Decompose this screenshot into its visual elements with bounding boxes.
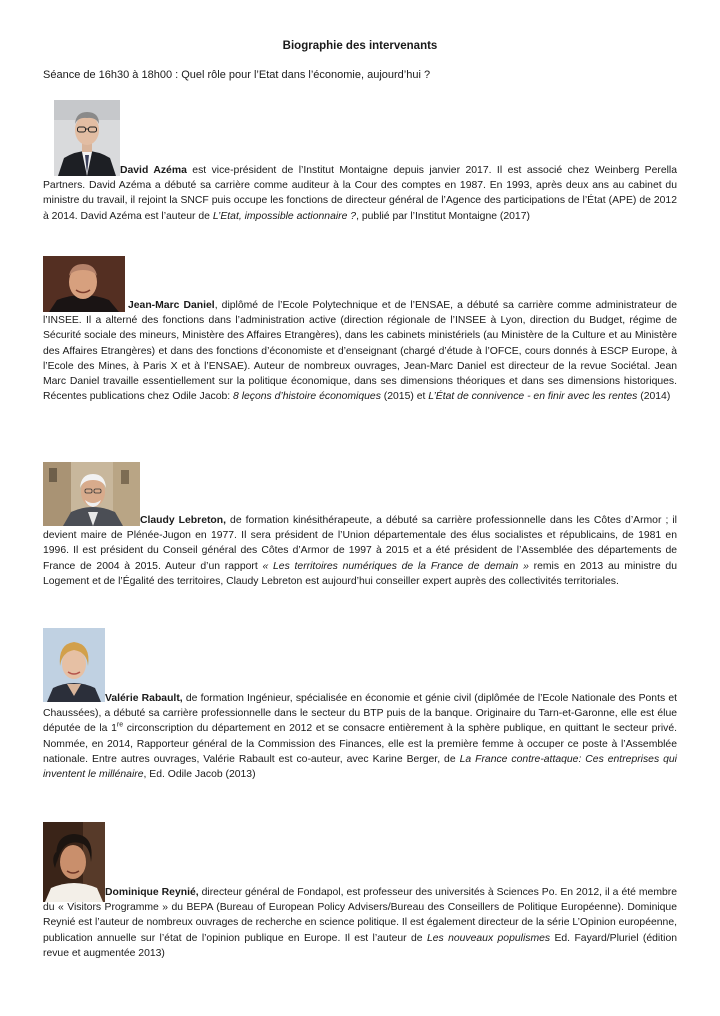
book-title: 8 leçons d’histoire économiques: [233, 391, 381, 403]
book-title: L’Etat, impossible actionnaire ?: [212, 210, 357, 222]
bio-text: de formation Ingénieur, spécialisée en économie et génie civil (diplômée de l’Ecole Nationale des Ponts et Chaussées), a débuté sa carrière professionnelle dans le secteur du BTP puis de la banque. Originaire du Tarn-et-Garonne, elle est élue députée de la 1: [43, 693, 677, 735]
session-heading: Séance de 16h30 à 18h00 : Quel rôle pour l’Etat dans l’économie, aujourd’hui ?: [43, 69, 431, 81]
bio-text: (2014): [637, 391, 671, 403]
bio-text: Ed. Fayard/Pluriel (édition revue et augmentée 2013): [43, 932, 677, 959]
bio-text: circonscription du département en 2012 et se consacre entièrement à la sphère publique, en quittant le secteur privé. Nommée, en 2014, Rapporteur général de la Commission des Finances, elle est la première femme à occuper ce poste à l’Assemblée nationale. Entre autres ouvrages, Valérie Rabault est co-auteur, avec Karine Berger, de: [43, 723, 677, 765]
speaker-name: Valérie Rabault,: [105, 693, 183, 704]
bio-text: de formation kinésithérapeute, a débuté sa carrière professionnelle dans les Côtes d’Armor ; il devient maire de Plénée-Jugon en 1977. Il sera président de l’Union départementale des élus socialistes et républicains, de 1981 en 1996. Il est président du Conseil général des Côtes d’Armor de 1997 à 2015 et a été président de l’Assemblée des départements de France de 2004 à 2015. Auteur d’un rapport: [43, 515, 677, 572]
speaker-name: Jean-Marc Daniel: [128, 300, 215, 311]
superscript: re: [116, 721, 124, 729]
bio-text: , publié par l’Institut Montaigne (2017): [356, 210, 530, 222]
book-title: Les nouveaux populismes: [426, 932, 551, 944]
bio-david-azema: [43, 163, 677, 224]
book-title: L’État de connivence - en finir avec les rentes: [428, 391, 638, 403]
speaker-name: David Azéma: [120, 165, 187, 176]
bio-text: remis en 2013 au ministre du Logement et de l’Égalité des territoires, Claudy Lebreton est aujourd’hui conseiller expert auprès des collectivités territoriales.: [43, 560, 677, 587]
bio-jean-marc-daniel: [43, 298, 677, 404]
bio-text: est vice-président de l’Institut Montaigne depuis janvier 2017. Il est associé chez Weinberg Perella Partners. David Azéma a débuté sa carrière comme auditeur à la Cour des comptes en 1987. En 1993, après deux ans au cabinet du ministre du travail, il rejoint la SNCF puis occupe les fonctions de directeur général de l’Agence des participations de l’État (APE) de 2012 à 2014. David Azéma est l’auteur de: [43, 165, 678, 222]
bio-text: directeur général de Fondapol, est professeur des universités à Sciences Po. En 2012, il a été membre du « Visitors Programme » du BEPA (Bureau of European Policy Advisers/Bureau des Conseillers de Politique Européenne). Dominique Reynié est l’auteur de nombreux ouvrages de recherche en science politique. Il est également directeur de la série L’Opinion européenne, publication annuelle sur l’état de l’opinion publique en Europe. Il est l’auteur de: [43, 887, 677, 944]
speaker-name: Claudy Lebreton,: [140, 515, 227, 526]
bio-claudy-lebreton: [43, 513, 677, 589]
bio-text: (2015) et: [380, 391, 429, 403]
document-title: Biographie des intervenants: [282, 40, 438, 52]
bio-valerie-rabault: [43, 691, 677, 782]
bio-text: , diplômé de l’Ecole Polytechnique et de l’ENSAE, a débuté sa carrière comme administrateur de l’INSEE. Il a alterné des fonctions dans l’administration active (direction régionale de l’INSEE à Lyon, direction du Budget, régime de Sécurité sociale des mineurs, Ministère des Affaires Etrangères), dans les cabinets ministériels (au Ministère de la Culture et au Ministère des Affaires Etrangères) et dans des fonctions d’économiste et d’enseignant (chargé d’étude à l’OFCE, cours donnés à ESCP Europe, à l’Ecole des Mines, à Paris X et à l’ENSAE). Auteur de nombreux ouvrages, Jean-Marc Daniel est directeur de la revue Sociétal. Jean Marc Daniel travaille essentiellement sur la politique économique, dans ses dimensions théoriques et dans ses dimensions historiques. Récentes publications chez Odile Jacob:: [43, 300, 677, 403]
bio-text: , Ed. Odile Jacob (2013): [143, 769, 256, 781]
book-title: La France contre-attaque: Ces entreprises qui inventent le millénaire: [43, 753, 677, 781]
speaker-name: Dominique Reynié,: [105, 887, 199, 898]
bio-dominique-reynie: [43, 885, 677, 961]
book-title: « Les territoires numériques de la France de demain »: [262, 560, 529, 572]
